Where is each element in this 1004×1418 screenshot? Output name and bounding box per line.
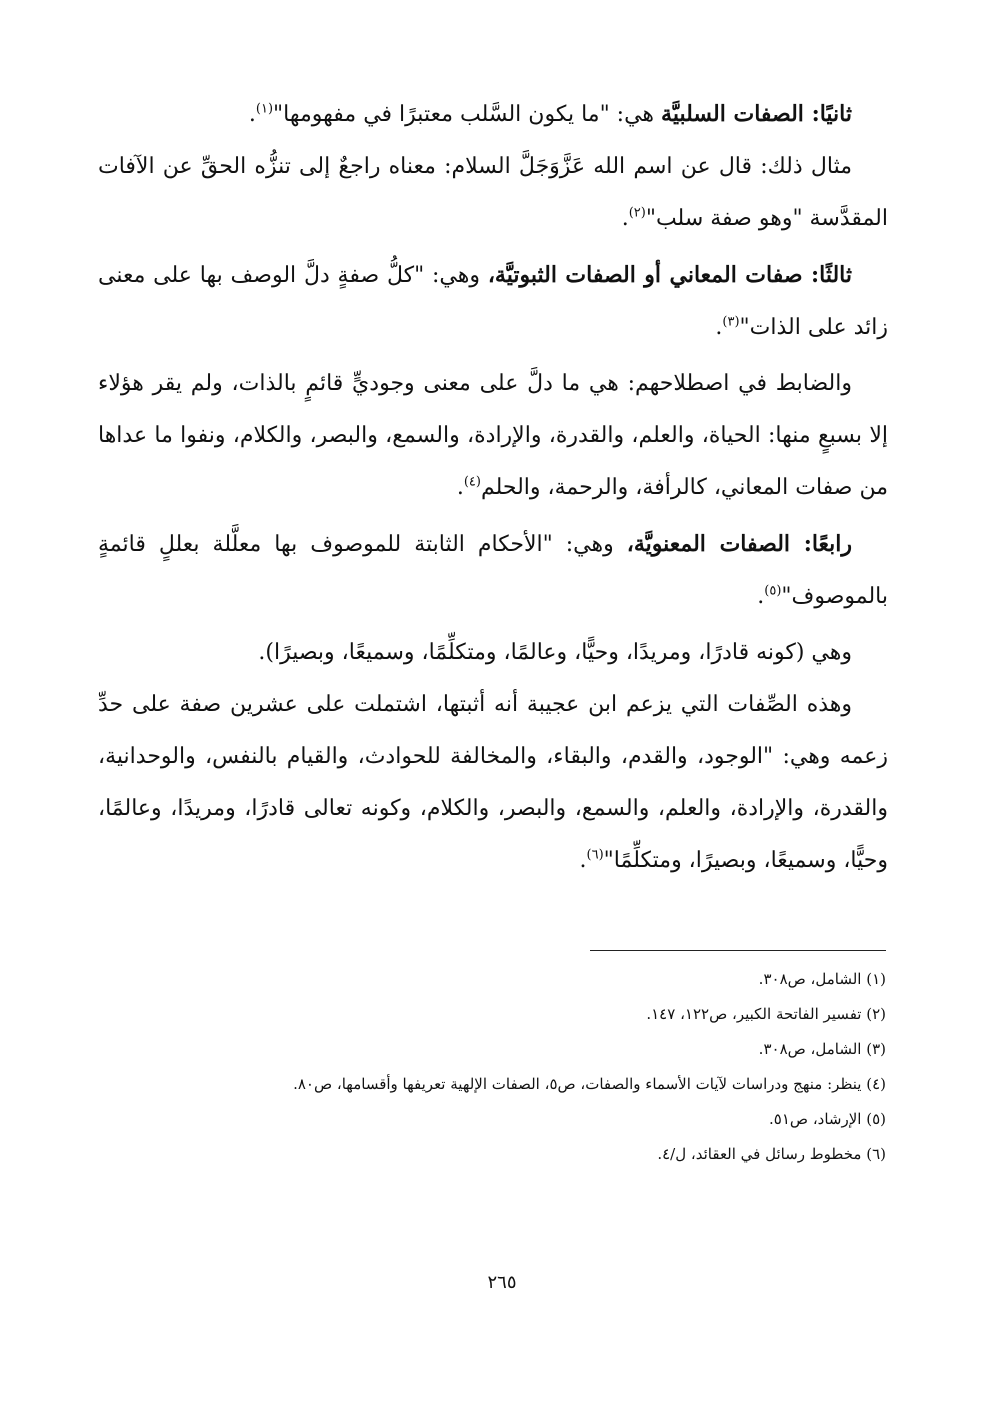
footnote-ref-4[interactable]: (٤) <box>463 474 481 490</box>
heading-negative-attributes: ثانيًا: الصفات السلبيَّة <box>661 101 852 127</box>
footnote-3: (٣) الشامل، ص٣٠٨. <box>758 1040 886 1058</box>
paragraph-negative-attributes: ثانيًا: الصفات السلبيَّة هي: "ما يكون السَّلب معتبرًا في مفهومها"$^{(١)}$. <box>248 101 852 127</box>
page-number: ٢٦٥ <box>487 1272 517 1293</box>
footnote-4: (٤) ينظر: منهج ودراسات لآيات الأسماء والصفات، ص٥، الصفات الإلهية تعريفها وأقسامها، ص٨٠. <box>293 1075 886 1093</box>
footnote-1: (١) الشامل، ص٣٠٨. <box>758 970 886 988</box>
footnote-5: (٥) الإرشاد، ص٥١. <box>769 1110 886 1128</box>
footnotes <box>126 962 886 1172</box>
footnote-ref-5[interactable]: (٥) <box>764 583 782 599</box>
heading-conceptual-attributes: رابعًا: الصفات المعنويَّة، <box>626 531 852 557</box>
paragraph-definition: والضابط في اصطلاحهم: هي ما دلَّ على معنى وجوديٍّ قائمٍ بالذات، ولم يقر هؤلاء إلا بسبعٍ منها: الحياة، والعلم، والقدرة، والإرادة، والسمع، والبصر، والكلام، ونفوا ما عداها من صفات المعاني، كالرأفة، والرحمة، والحلم$^{(٤)}$. <box>98 371 888 500</box>
footnote-ref-1[interactable]: (١) <box>255 101 274 117</box>
footnote-ref-3[interactable]: (٣) <box>722 314 740 330</box>
paragraph-example: مثال ذلك: قال عن اسم الله عَزَّوَجَلَّ السلام: معناه راجعٌ إلى تنزُّه الحقِّ عن الآفات المقدَّسة "وهو صفة سلب"$^{(٢)}$. <box>98 154 888 231</box>
footnote-ref-2[interactable]: (٢) <box>628 205 646 221</box>
footnote-separator <box>590 950 886 951</box>
footnote-ref-6[interactable]: (٦) <box>586 847 604 863</box>
paragraph-conceptual-attributes: رابعًا: الصفات المعنويَّة، وهي: "الأحكام الثابتة للموصوف بها معلَّلة بعللٍ قائمةٍ بالموصوف"$^{(٥)}$. <box>98 531 888 609</box>
paragraph-meaning-attributes: ثالثًا: صفات المعاني أو الصفات الثبوتيَّة، وهي: "كلُّ صفةٍ دلَّ الوصف بها على معنى زائد على الذات"$^{(٣)}$. <box>98 262 888 340</box>
paragraph-list: وهي (كونه قادرًا، ومريدًا، وحيًّا، وعالمًا، ومتكلِّمًا، وسميعًا، وبصيرًا). <box>258 640 852 665</box>
heading-meaning-attributes: ثالثًا: صفات المعاني أو الصفات الثبوتيَّة، <box>487 262 852 288</box>
footnote-6: (٦) مخطوط رسائل في العقائد، ل/٤. <box>657 1145 886 1163</box>
main-text <box>98 88 888 887</box>
paragraph-twenty-attributes: وهذه الصِّفات التي يزعم ابن عجيبة أنه أثبتها، اشتملت على عشرين صفة على حدِّ زعمه وهي: "الوجود، والقدم، والبقاء، والمخالفة للحوادث، والقيام بالنفس، والوحدانية، والقدرة، والإرادة، والعلم، والسمع، والبصر، والكلام، وكونه تعالى قادرًا، ومريدًا، وعالمًا، وحيًّا، وسميعًا، وبصيرًا، ومتكلِّمًا"$^{(٦)}$. <box>98 692 888 873</box>
footnote-2: (٢) تفسير الفاتحة الكبير، ص١٢٢، ١٤٧. <box>646 1005 886 1023</box>
